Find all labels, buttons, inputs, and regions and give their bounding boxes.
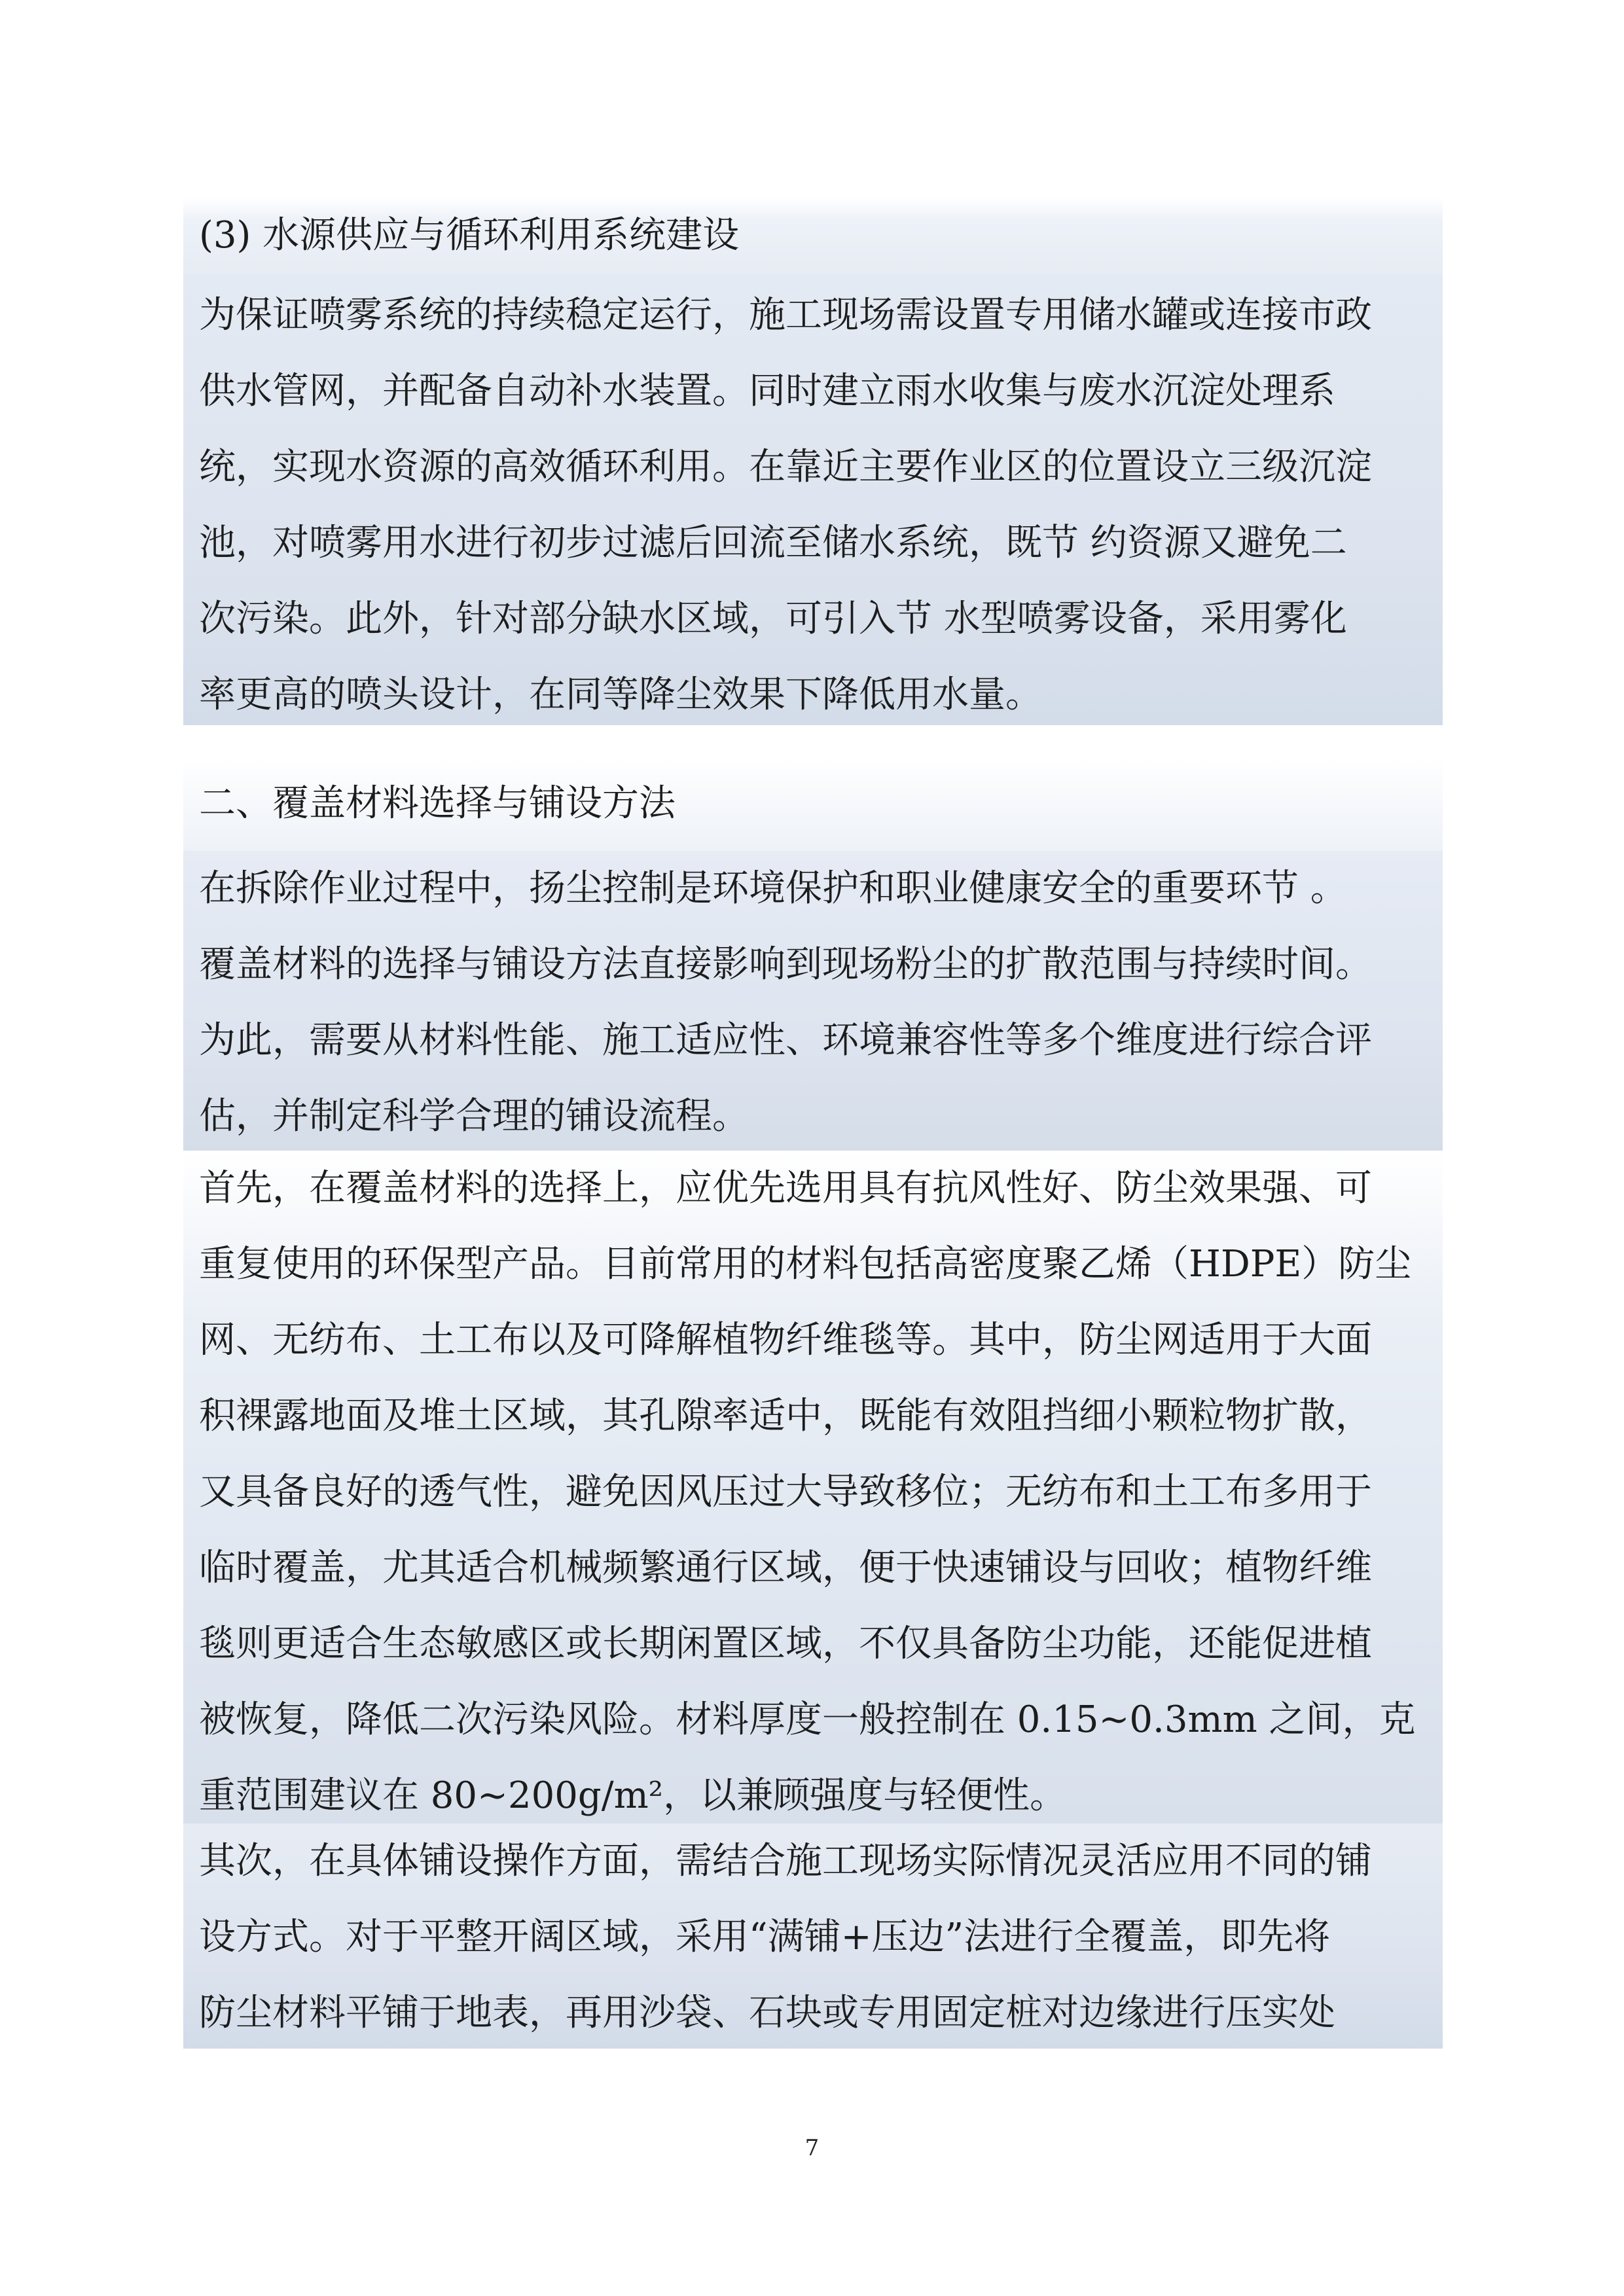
paragraph-line: 为保证喷雾系统的持续稳定运行，施工现场需设置专用储水罐或连接市政 xyxy=(199,294,1372,336)
section-3-paragraph xyxy=(183,275,1443,725)
paragraph-line: 统，实现水资源的高效循环利用。在靠近主要作业区的位置设立三级沉淀 xyxy=(199,446,1372,488)
paragraph-line: 率更高的喷头设计，在同等降尘效果下降低用水量。 xyxy=(199,673,1042,716)
paragraph-line: 在拆除作业过程中，扬尘控制是环境保护和职业健康安全的重要环节 。 xyxy=(199,867,1347,910)
paragraph-line: 供水管网，并配备自动补水装置。同时建立雨水收集与废水沉淀处理系 xyxy=(199,370,1335,412)
paragraph-line: 覆盖材料的选择与铺设方法直接影响到现场粉尘的扩散范围与持续时间。 xyxy=(199,943,1372,986)
paragraph-line: 临时覆盖，尤其适合机械频繁通行区域，便于快速铺设与回收；植物纤维 xyxy=(199,1547,1372,1589)
material-selection-paragraph xyxy=(183,1151,1443,1823)
paragraph-line: 重范围建议在 80~200g/m²，以兼顾强度与轻便性。 xyxy=(199,1774,1067,1817)
page-number: 7 xyxy=(804,2135,820,2161)
paragraph-line: 次污染。此外，针对部分缺水区域，可引入节 水型喷雾设备，采用雾化 xyxy=(199,598,1347,640)
paragraph-line: 估，并制定科学合理的铺设流程。 xyxy=(199,1095,749,1138)
section-two-heading: 二、覆盖材料选择与铺设方法 xyxy=(199,782,676,825)
paragraph-line: 防尘材料平铺于地表，再用沙袋、石块或专用固定桩对边缘进行压实处 xyxy=(199,1992,1335,2034)
paragraph-line: 首先，在覆盖材料的选择上，应优先选用具有抗风性好、防尘效果强、可 xyxy=(199,1167,1372,1210)
paragraph-line: 被恢复，降低二次污染风险。材料厚度一般控制在 0.15~0.3mm 之间，克 xyxy=(199,1698,1416,1741)
paragraph-line: 池，对喷雾用水进行初步过滤后回流至储水系统，既节 约资源又避免二 xyxy=(199,522,1347,564)
laying-method-paragraph xyxy=(183,1823,1443,2049)
paragraph-line: 网、无纺布、土工布以及可降解植物纤维毯等。其中，防尘网适用于大面 xyxy=(199,1319,1372,1361)
section-3-heading-block xyxy=(183,198,1443,275)
paragraph-line: 积裸露地面及堆土区域，其孔隙率适中，既能有效阻挡细小颗粒物扩散， xyxy=(199,1395,1372,1437)
paragraph-line: 其次，在具体铺设操作方面，需结合施工现场实际情况灵活应用不同的铺 xyxy=(199,1840,1372,1882)
paragraph-line: 为此，需要从材料性能、施工适应性、环境兼容性等多个维度进行综合评 xyxy=(199,1019,1372,1062)
section-3-heading: (3) 水源供应与循环利用系统建设 xyxy=(199,214,740,257)
section-two-heading-block xyxy=(183,759,1443,851)
paragraph-line: 又具备良好的透气性，避免因风压过大导致移位；无纺布和土工布多用于 xyxy=(199,1471,1372,1513)
paragraph-line: 设方式。对于平整开阔区域，采用“满铺+压边”法进行全覆盖，即先将 xyxy=(199,1916,1331,1958)
paragraph-line: 毯则更适合生态敏感区或长期闲置区域，不仅具备防尘功能，还能促进植 xyxy=(199,1623,1372,1665)
intro-paragraph xyxy=(183,851,1443,1151)
paragraph-line: 重复使用的环保型产品。目前常用的材料包括高密度聚乙烯（HDPE）防尘 xyxy=(199,1243,1412,1285)
